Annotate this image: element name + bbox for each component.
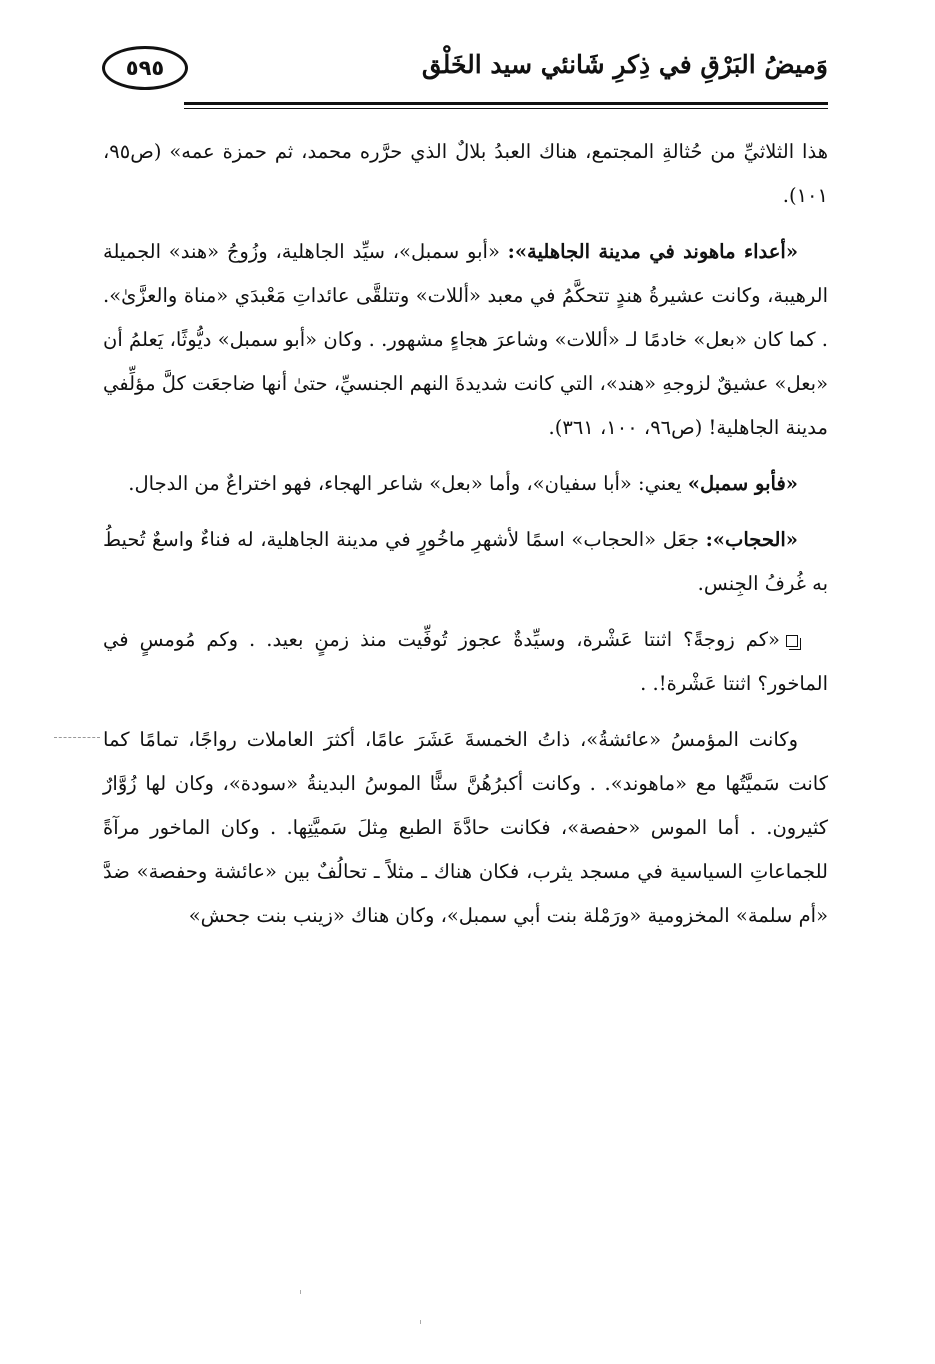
paragraph-4 (103, 518, 828, 606)
paragraph-5 (103, 618, 828, 706)
page-number-oval (102, 46, 188, 90)
paragraph-6 (103, 718, 828, 938)
scan-speck (420, 1320, 421, 1324)
paragraph-1 (103, 130, 828, 218)
body-text (103, 130, 828, 950)
margin-mark (54, 737, 100, 738)
scan-speck (300, 1290, 301, 1294)
paragraph-3 (103, 462, 828, 506)
header-rule-thin (184, 108, 828, 109)
paragraph-text: «كم زوجةً؟ اثنتا عَشْرة، وسيِّدةٌ عجوز تُوفِّيت منذ زمنٍ بعيد. . وكم مُومسٍ في الماخور؟ اثنتا عَشْرة!. . (103, 628, 828, 695)
paragraph-text: هذا الثلاثيِّ من حُثالةِ المجتمع، هناك العبدُ بلالٌ الذي حرَّره محمد، ثم حمزة عمه» (ص٩٥، ١٠١). (103, 140, 828, 207)
paragraph-text: «أبو سمبل»، سيِّد الجاهلية، وزُوجُ «هند» الجميلة الرهيبة، وكانت عشيرةُ هندٍ تتحكَّمُ في معبد «أللات» وتتلقَّى عائداتِ مَعْبدَي «مناة والعزَّىٰ». . كما كان «بعل» خادمًا لـ «أللات» وشاعرَ هجاءٍ مشهور. . وكان «أبو سمبل» ديُّوثًا، يَعلمُ أن «بعل» عشيقٌ لزوجهِ «هند»، التي كانت شديدةَ النهم الجنسيِّ، حتىٰ أنها ضاجعَت كلَّ مؤلِّفي مدينة الجاهلية! (ص٩٦، ١٠٠، ٣٦١). (103, 240, 828, 439)
paragraph-lead: «أعداء ماهوند في مدينة الجاهلية»: (507, 240, 799, 263)
header-rule (184, 102, 828, 105)
page-number: ٥٩٥ (125, 56, 165, 80)
paragraph-2 (103, 230, 828, 450)
paragraph-text: وكانت المؤمسُ «عائشةُ»، ذاتُ الخمسةَ عَشَرَ عامًا، أكثرَ العاملات رواجًا، تمامًا كما كانت سَميَّتُها مع «ماهوند». . وكانت أكبرُهُنَّ سنًّا الموسُ البدينةُ «سودة»، وكان لها زُوَّارٌ كثيرون. . أما الموس «حفصة»، فكانت حادَّةَ الطبع مِثلَ سَميَّتِها. . وكان الماخور مرآةً للجماعاتِ السياسية في مسجد يثرب، فكان هناك ـ مثلاً ـ تحالُفٌ بين «عائشة وحفصة» ضدَّ «أم سلمة» المخزومية «ورَمْلة بنت أبي سمبل»، وكان هناك «زينب بنت جحش» (103, 728, 828, 927)
quote-marker-icon (786, 635, 798, 647)
page-header (102, 40, 828, 118)
paragraph-lead: «فأبو سمبل» (687, 472, 798, 495)
paragraph-lead: «الحجاب»: (705, 528, 798, 551)
paragraph-text: جعَل «الحجاب» اسمًا لأشهرِ ماخُورٍ في مدينة الجاهلية، له فناءٌ واسعٌ تُحيطُ به غُرفُ الجِنس. (103, 528, 828, 595)
paragraph-text: يعني: «أبا سفيان»، وأما «بعل» شاعر الهجاء، فهو اختراعٌ من الدجال. (128, 472, 688, 495)
running-title: وَميضُ البَرْقِ في ذِكرِ شَانئي سيد الخَلْق (421, 50, 828, 79)
